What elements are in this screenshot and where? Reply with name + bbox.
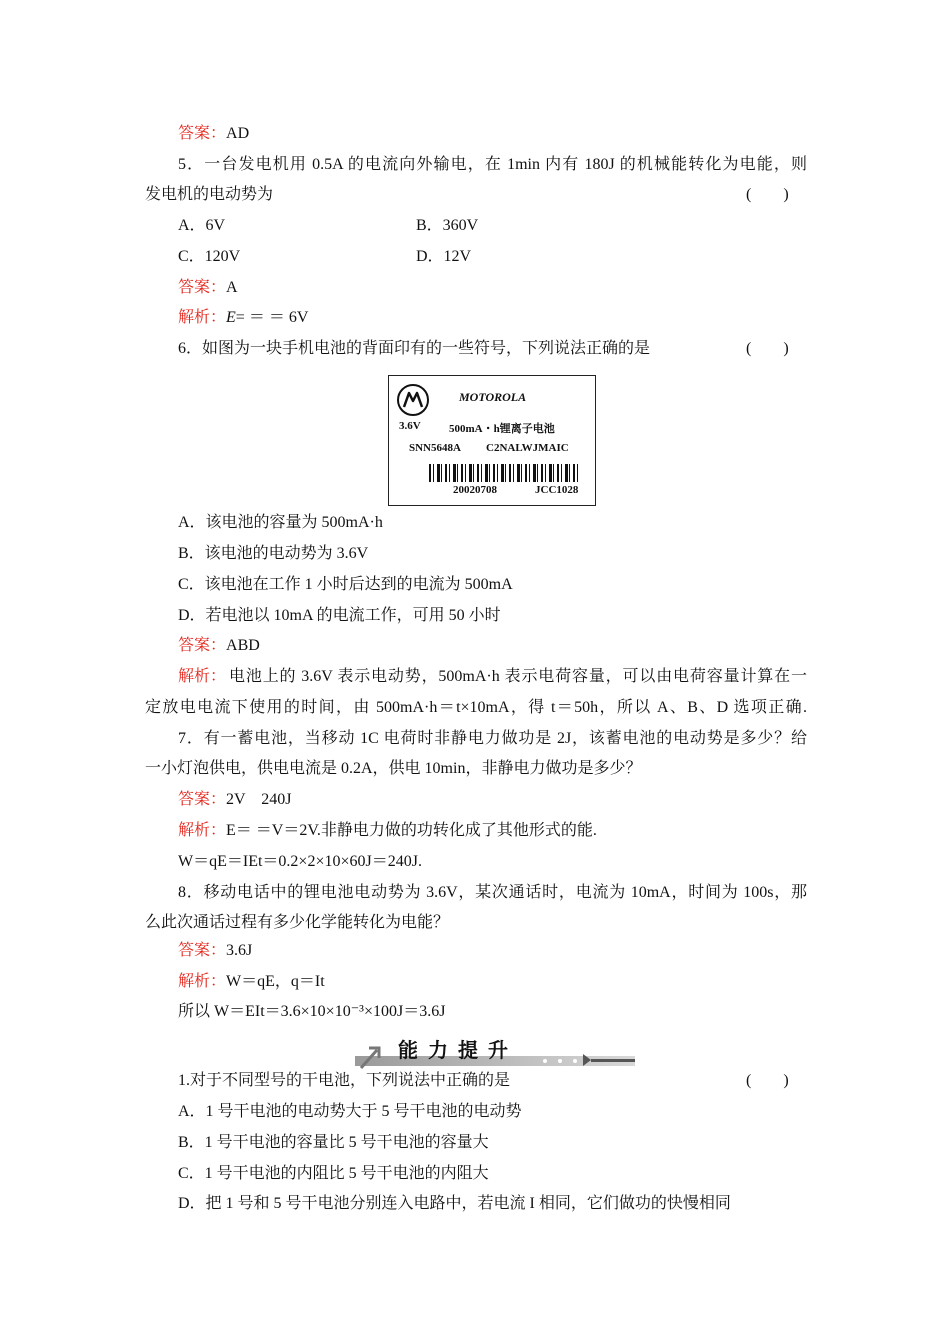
q5-option-a: A．6V [178,217,226,234]
analysis-label: 解析： [178,309,227,326]
q5-answer: A [226,279,238,296]
p1-option-a: A．1 号干电池的电动势大于 5 号干电池的电动势 [178,1103,522,1120]
battery-code: C2NALWJMAIC [486,442,569,454]
q6-option-c: C．该电池在工作 1 小时后达到的电流为 500mA [178,576,513,593]
answer-label: 答案： [178,791,227,808]
p1-answer-blank: ( ) [746,1072,789,1089]
q6-analysis-label-row [178,666,226,688]
q8-analysis-row [178,971,325,993]
q7-analysis-row [178,820,597,842]
q5-stem-line1: 5．一台发电机用 0.5A 的电流向外输电，在 1min 内有 180J 的机械能转化为电能，则 [178,156,807,173]
q8-answer: 3.6J [226,942,253,959]
answer-label: 答案： [178,637,227,654]
p1-stem: 1.对于不同型号的干电池，下列说法中正确的是 [178,1072,511,1089]
q7-answer: 2V 240J [226,791,292,808]
q8-analysis-line2: 所以 W＝EIt＝3.6×10×10⁻³×100J＝3.6J [178,1003,446,1020]
q5-analysis: = ＝ ＝ 6V [235,309,309,326]
q8-stem-line1: 8．移动电话中的锂电池电动势为 3.6V，某次通话时，电流为 10mA，时间为 100s，那 [178,884,807,901]
q7-stem-line1: 7．有一蓄电池，当移动 1C 电荷时非静电力做功是 2J，该蓄电池的电动势是多少？给 [178,730,807,747]
q5-stem-line2: 发电机的电动势为 [145,186,274,203]
answer-label: 答案： [178,125,227,142]
analysis-label: 解析： [178,668,227,685]
battery-model: SNN5648A [409,442,461,454]
q5-answer-row [178,277,238,299]
q8-stem-line2: 么此次通话过程有多少化学能转化为电能？ [145,914,450,931]
q8-analysis-line1: W＝qE，q＝It [226,973,325,990]
p1-option-b: B．1 号干电池的容量比 5 号干电池的容量大 [178,1134,489,1151]
q7-answer-row [178,789,292,811]
q7-analysis-line1: E＝ ＝V＝2V.非静电力做的功转化成了其他形式的能. [226,822,597,839]
q5-answer-blank: ( ) [746,186,789,203]
barcode-graphic [429,464,579,482]
analysis-label: 解析： [178,973,227,990]
q4-answer-row [178,123,249,145]
q6-analysis-line2: 定放电电流下使用的时间，由 500mA·h＝t×10mA，得 t＝50h，所以 A、B、D 选项正确. [145,699,807,716]
section-title: 能力提升 [398,1038,518,1062]
q6-stem: 6．如图为一块手机电池的背面印有的一些符号，下列说法正确的是 [178,340,651,357]
q6-analysis-line1: 电池上的 3.6V 表示电动势，500mA·h 表示电荷容量，可以由电荷容量计算在一 [229,668,807,685]
battery-batch: JCC1028 [535,484,579,496]
battery-date: 20020708 [453,484,497,496]
q6-option-b: B．该电池的电动势为 3.6V [178,545,369,562]
q5-analysis-row [178,307,308,329]
q7-stem-line2: 一小灯泡供电，供电电流是 0.2A，供电 10min，非静电力做功是多少？ [145,760,642,777]
q8-answer-row [178,940,252,962]
answer-label: 答案： [178,942,227,959]
motorola-logo-icon [397,384,429,416]
q4-answer: AD [226,125,250,142]
q6-option-a: A．该电池的容量为 500mA·h [178,514,383,531]
battery-brand: MOTOROLA [459,390,527,404]
q6-answer: ABD [226,637,260,654]
q6-answer-blank: ( ) [746,340,789,357]
p1-option-d: D．把 1 号和 5 号干电池分别连入电路中，若电流 I 相同，它们做功的快慢相同 [178,1195,731,1212]
battery-voltage: 3.6V [399,420,421,432]
answer-label: 答案： [178,279,227,296]
q5-analysis-var: E [226,309,236,326]
q5-option-b: B．360V [416,217,479,234]
analysis-label: 解析： [178,822,227,839]
q5-option-d: D．12V [416,248,472,265]
q7-analysis-line2: W＝qE＝IEt＝0.2×2×10×60J＝240J. [178,853,422,870]
q5-option-c: C．120V [178,248,241,265]
q6-answer-row [178,635,260,657]
p1-option-c: C．1 号干电池的内阻比 5 号干电池的内阻大 [178,1165,489,1182]
q6-option-d: D．若电池以 10mA 的电流工作，可用 50 小时 [178,607,501,624]
battery-label-figure [388,375,596,506]
battery-capacity: 500mA・h锂离子电池 [449,423,555,435]
